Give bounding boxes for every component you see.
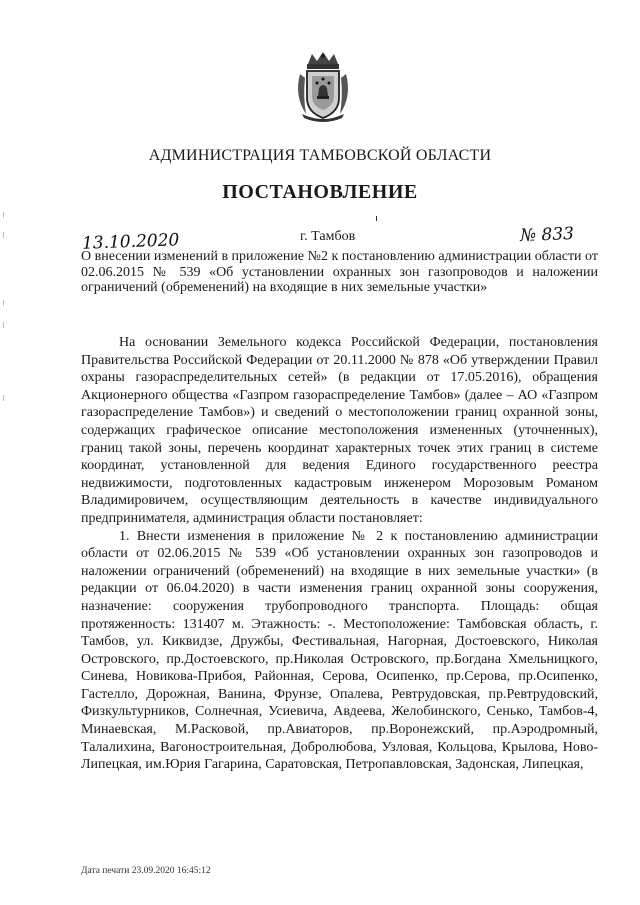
body-paragraph-item-1: 1. Внести изменения в приложение № 2 к постановлению администрации области от 02.06.2015 № 539 «Об установлении охранных зон газопроводов и наложении ограничений (обременений) на входящие в них земельные участки» (в редакции от 06.04.2020) в части изменения границ охранной зоны сооружения, назначение: сооружения трубопроводного транспорта. Площадь: общая протяженность: 131407 м. Этажность: -. Местоположение: Тамбовская область, г. Тамбов, ул. Киквидзе, Дружбы, Фестивальная, Нагорная, Достоевского, Николая Островского, пр.Достоевского, пр.Николая Островского, пр.Богдана Хмельницкого, Синева, Новикова-Прибоя, Районная, Серова, Осипенко, пр.Серова, пр.Осипенко, Гастелло, Дорожная, Ванина, Фрунзе, Опалева, Ревтрудовская, пр.Ревтрудовский, Физкультурников, Солнечная, Усиевича, Авдеева, Желобинского, Сенько, Тамбов-4, Минаевская, М.Расковой, пр.Авиаторов, пр.Воронежский, пр.Аэродромный, Талалихина, Вагоностроительная, Добролюбова, Узловая, Кольцова, Крылова, Ново-Липецкая, им.Юрия Гагарина, Саратовская, Петропавловская, Задонская, Липецкая, <box>81 528 598 773</box>
body-paragraph-basis: На основании Земельного кодекса Российской Федерации, постановления Правительства Российской Федерации от 20.11.2000 № 878 «Об утверждении Правил охраны газораспределительных сетей» (в редакции от 17.05.2016), обращения Акционерного общества «Газпром газораспределение Тамбов» (далее – АО «Газпром газораспределение Тамбов») и сведений о местоположении границ охранной зоны, содержащих графическое описание местоположения измененных (уточненных), границ такой зоны, перечень координат характерных точек этих границ в системе координат, установленной для ведения Единого государственного реестра недвижимости, подготовленных кадастровым инженером Морозовым Романом Владимировичем, осуществляющим деятельность в качестве индивидуального предпринимателя, администрация области постановляет: <box>81 335 598 526</box>
handwritten-number: № 833 <box>519 224 575 246</box>
city-label: г. Тамбов <box>300 229 356 244</box>
organization-name: АДМИНИСТРАЦИЯ ТАМБОВСКОЙ ОБЛАСТИ <box>148 147 492 164</box>
document-body <box>81 334 598 774</box>
coat-of-arms-icon <box>294 52 352 122</box>
handwritten-date: 13.10.2020 <box>81 230 180 254</box>
document-subject: О внесении изменений в приложение №2 к постановлению администрации области от 02.06.2015 № 539 «Об установлении охранных зон газопроводов и наложении ограничений (обременений) на входящие в них земельные участки» <box>81 249 598 295</box>
document-type-title: ПОСТАНОВЛЕНИЕ <box>222 181 418 203</box>
print-date-footer: Дата печати 23.09.2020 16:45:12 <box>81 866 211 876</box>
mark-tick <box>376 216 377 221</box>
